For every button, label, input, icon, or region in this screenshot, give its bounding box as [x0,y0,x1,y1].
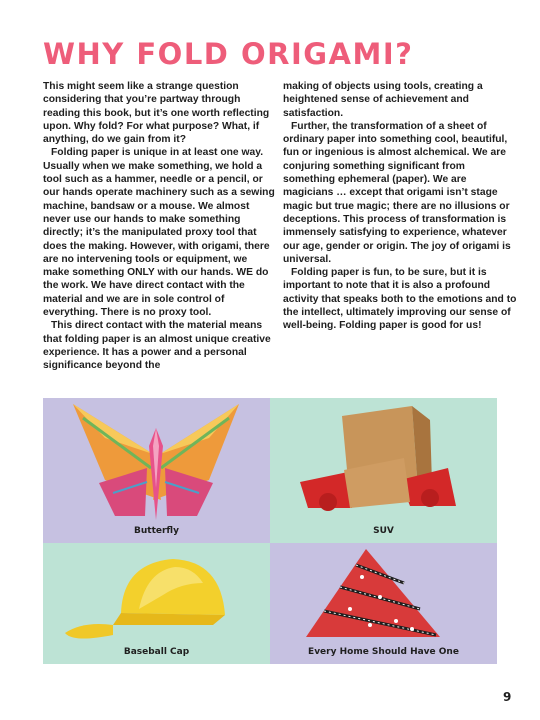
paragraph: making of objects using tools, creating a heightened sense of achievement and satisfaction. [283,81,483,119]
gallery-cell-suv [270,398,497,543]
caption-every-home: Every Home Should Have One [308,647,459,657]
paragraph: Folding paper is fun, to be sure, but it is important to note that it is also a profound activity that speaks both to the emotions and to the intellect, ultimately improving our sense of well-being. Folding paper is good for us! [283,267,517,332]
red-triangle-origami-image [270,543,497,664]
gallery-cell-every-home [270,543,497,664]
text-column-right [283,80,517,333]
paragraph: This direct contact with the material means that folding paper is an almost unique creative experience. It has a power and a personal significance beyond the [43,320,271,372]
paragraph: Folding paper is unique in at least one way. Usually when we make something, we hold a tool such as a hammer, needle or a pencil, or our hands operate machinery such as a sewing machine, bandsaw or a mouse. We almost never use our hands to make something directly; it’s the manipulated proxy tool that does the making. However, with origami, there are no intervening tools or equipment, we make something ONLY with our hands. WE do the work. We have direct contact with the material and we are in sole control of everything. There is no proxy tool. [43,147,275,319]
page-number: 9 [503,690,512,704]
baseball-cap-origami-image [43,543,270,664]
paragraph: Further, the transformation of a sheet of ordinary paper into something cool, beautiful, fun or ingenious is almost alchemical. We are conjuring something significant from something ephemeral (paper). We are magicians … except that origami isn’t stage magic but true magic; there are no illusions or deceptions. This process of transformation is immensely satisfying to experience, whatever our age, gender or origin. The joy of origami is universal. [283,120,511,265]
page-title: WHY FOLD ORIGAMI? [43,37,414,71]
paragraph: This might seem like a strange question considering that you’re partway through reading this book, but it’s one worth reflecting upon. Why fold? For what purpose? What, if anything, do we gain from it? [43,81,270,146]
gallery-cell-butterfly [43,398,270,543]
suv-origami-image [270,398,497,543]
caption-butterfly: Butterfly [134,526,179,536]
caption-suv: SUV [373,526,394,536]
butterfly-origami-image [43,398,270,543]
caption-baseball-cap: Baseball Cap [123,647,190,657]
text-column-left [43,80,275,373]
origami-gallery [43,398,497,664]
gallery-cell-baseball-cap [43,543,270,664]
